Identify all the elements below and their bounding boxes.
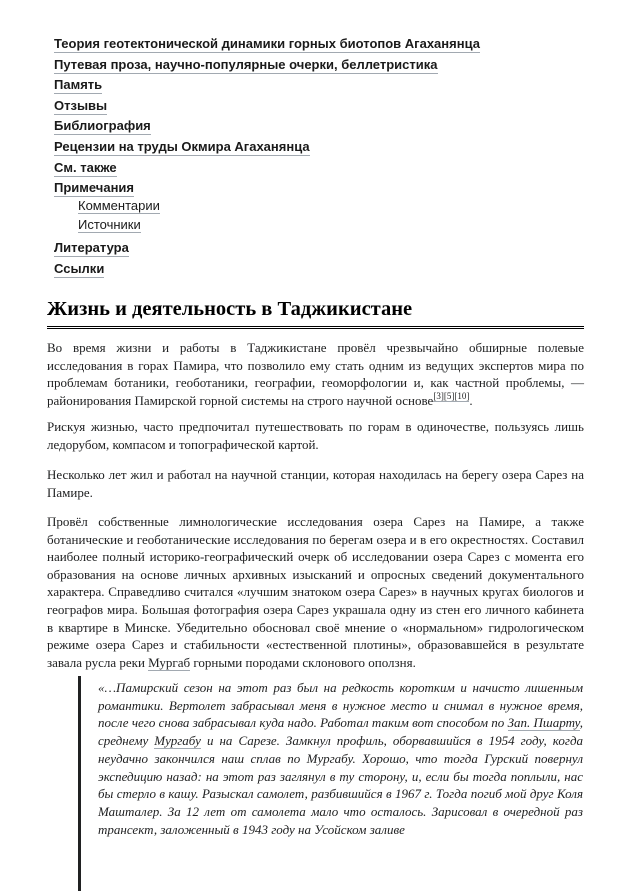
toc-item-critiques[interactable]: Рецензии на труды Окмира Агаханянца (54, 138, 310, 154)
quote-text: «…Памирский сезон на этот раз был на редкость коротким и начисто лишенным романтики. Вертолет забрасывал меня в нужное место и снимал в нужное время, после чего снова забрасывал куда надо. Работал таким вот способом по Зап. Пшарту, среднему Мургабу и на Сарезе. Замкнул профиль, оборвавшийся в 1954 году, когда неудачно закончился наш сплав по Мургабу. Хорошо, что тогда Гурский повернул экспедицию назад: на этот раз заглянул в ту сторону, и, если бы тогда поплыли, нас бы стерло в кашу. Разыскал самолет, разбившийся в 1967 г. Тогда погиб мой друг Коля Машталер. За 12 лет от самолета мало что осталось. Зарисовал в очередной раз трансект, заложенный в 1943 году на Усойском заливе (98, 680, 584, 837)
toc-item-theory[interactable]: Теория геотектонической динамики горных биотопов Агаханянца (54, 36, 480, 51)
toc-item-reviews[interactable]: Отзывы (54, 97, 108, 113)
toc-item-see-also[interactable]: См. также (54, 159, 117, 175)
toc-item-bibliography[interactable]: Библиография (54, 118, 151, 134)
paragraph-field-research: Во время жизни и работы в Таджикистане провёл чрезвычайно обширные полевые исследования в горах Памира, что позволило ему стать одним из ведущих экспертов мира по проблемам ботаники, геоботаники, географии, геоморфологии и, как частной проблемы, — районирования Памирской горной системы на строго научной основе[3][5][10]. (47, 340, 584, 408)
citation-3[interactable]: [3] (433, 391, 444, 402)
toc-item-travel-prose[interactable]: Путевая проза, научно-популярные очерки, беллетристика (54, 56, 438, 72)
toc-item-memory[interactable]: Память (54, 77, 103, 93)
table-of-contents (54, 36, 480, 281)
toc-item-comments[interactable]: Комментарии (78, 198, 160, 214)
paragraph-sarez-station: Несколько лет жил и работал на научной станции, которая находилась на берегу озера Сарез на Памире. (47, 467, 584, 500)
blockquote-pamir-season (78, 676, 583, 891)
toc-notes-subsections (78, 198, 480, 233)
citation-group (433, 391, 469, 402)
link-west-pshart[interactable]: Зап. Пшарту (507, 715, 580, 731)
toc-item-links[interactable]: Ссылки (54, 260, 105, 276)
toc-item-sources[interactable]: Источники (78, 217, 141, 233)
citation-10[interactable]: [10] (454, 391, 470, 402)
paragraph-sarez-research: Провёл собственные лимнологические исследования озера Сарез на Памире, а также ботанические и геоботанические исследования по берегам озера и в его окрестностях. Составил наиболее полный историко-географический очерк об исследовании озера Сарез с момента его образования на основе личных архивных изысканий и опросных сведений документального характера. Справедливо считался «лучшим знатоком озера Сарез» в научных кругах биологов и географов мира. Большая фотография озера Сарез украшала одну из стен его личного кабинета в квартире в Минске. Убедительно обосновал своё мнение о «нормальном» гидрологическом режиме озера Сарез и стабильности «естественной плотины», образовавшейся в результате завала русла реки Мургаб горными породами склонового оползня. (47, 514, 584, 670)
section-heading: Жизнь и деятельность в Таджикистане (47, 298, 584, 329)
toc-item-literature[interactable]: Литература (54, 240, 129, 256)
link-murgab[interactable]: Мургаб (148, 654, 191, 670)
toc-item-notes[interactable]: Примечания (54, 180, 135, 196)
paragraph-solo-travel: Рискуя жизнью, часто предпочитал путешествовать по горам в одиночестве, пользуясь лишь ледорубом, компасом и топографической картой. (47, 419, 584, 452)
citation-5[interactable]: [5] (443, 391, 455, 402)
link-murgab-quote[interactable]: Мургабу (154, 733, 201, 749)
